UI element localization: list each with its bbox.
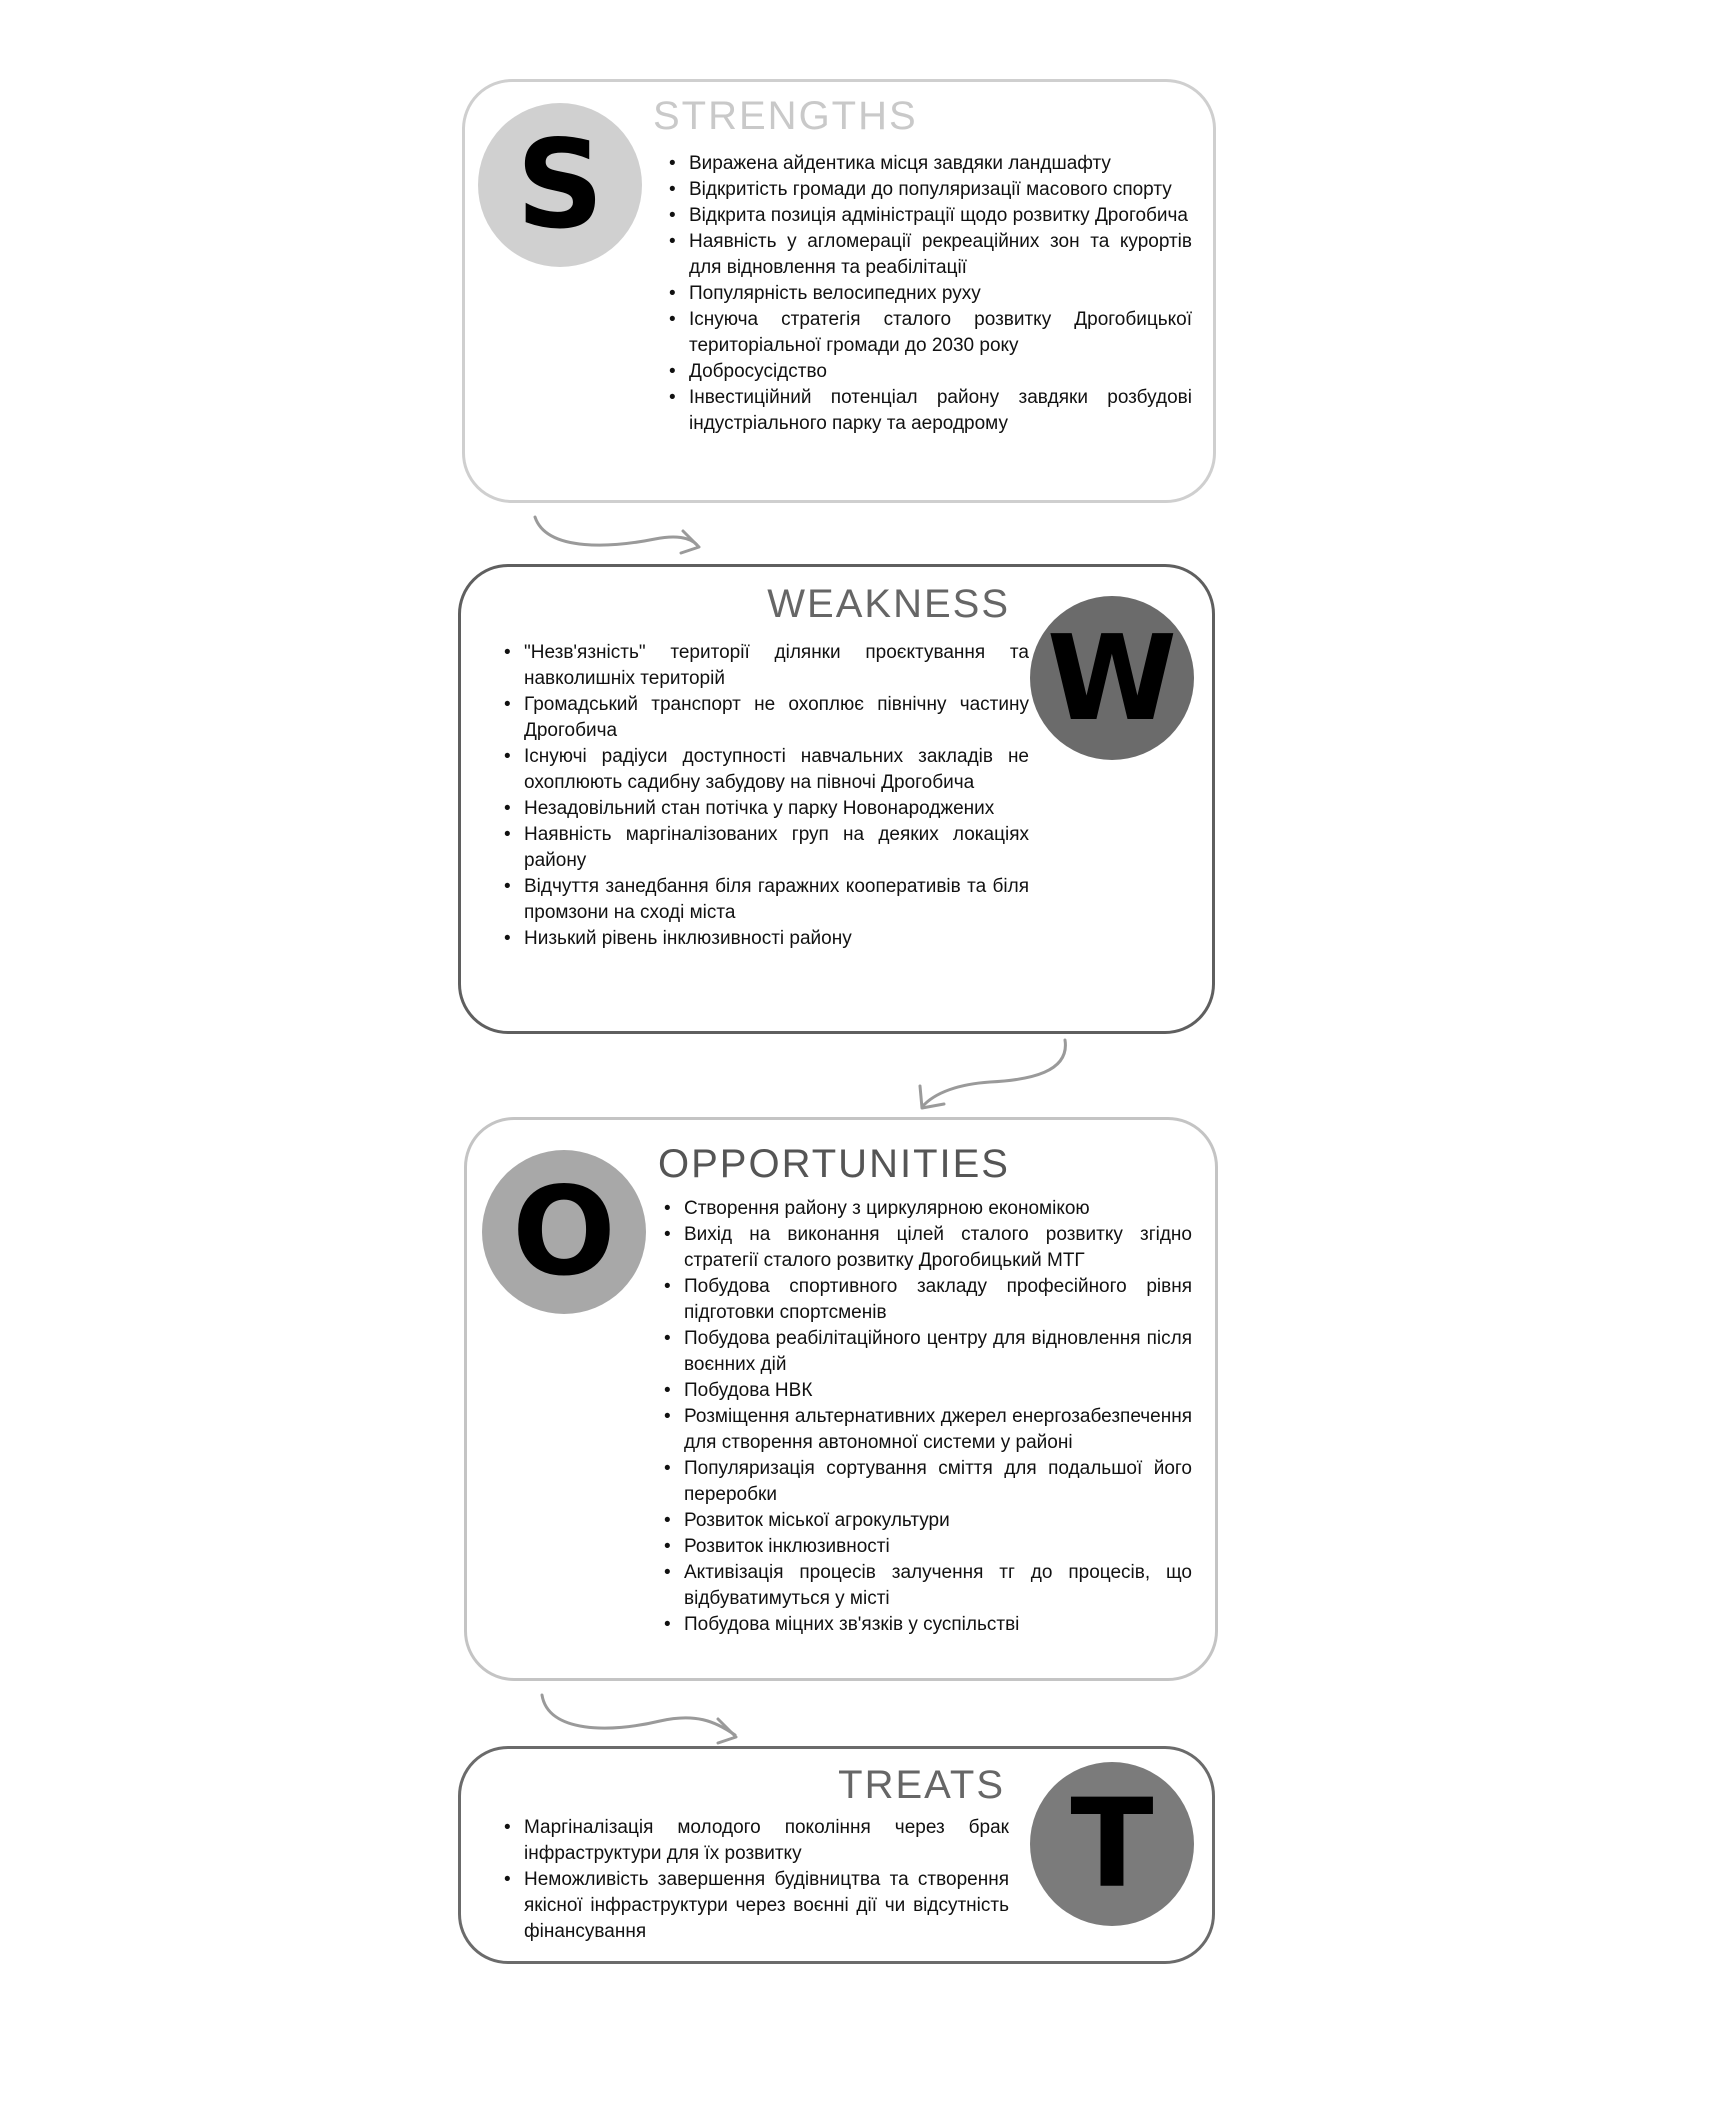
opportunities-item: • Побудова реабілітаційного центру для відновлення після воєнних дій	[662, 1326, 1192, 1378]
opportunities-item: • Розміщення альтернативних джерел енергозабезпечення для створення автономної системи у районі	[662, 1404, 1192, 1456]
opportunities-item: • Створення району з циркулярною економікою	[662, 1196, 1192, 1222]
opportunities-letter-circle: O	[482, 1150, 646, 1314]
opportunities-item: • Вихід на виконання цілей сталого розвитку згідно стратегії сталого розвитку Дрогобицький МТГ	[662, 1222, 1192, 1274]
strengths-item: • Добросусідство	[667, 359, 1192, 385]
weakness-item: • Існуючі радіуси доступності навчальних закладів не охоплюють садибну забудову на півночі Дрогобича	[502, 744, 1029, 796]
treats-item: • Маргіналізація молодого покоління через брак інфраструктури для їх розвитку	[502, 1815, 1009, 1867]
opportunities-title: OPPORTUNITIES	[658, 1142, 1010, 1186]
opportunities-item: • Популяризація сортування сміття для подальшої його переробки	[662, 1456, 1192, 1508]
strengths-item: • Існуюча стратегія сталого розвитку Дрогобицької територіальної громади до 2030 року	[667, 307, 1192, 359]
treats-title: TREATS	[838, 1763, 1005, 1807]
strengths-item: • Популярність велосипедних руху	[667, 281, 1192, 307]
strengths-letter-circle: S	[478, 103, 642, 267]
strengths-title: STRENGTHS	[653, 94, 918, 138]
weakness-letter-circle: W	[1030, 596, 1194, 760]
opportunities-list	[662, 1196, 1192, 1638]
strengths-item: • Інвестиційний потенціал району завдяки розбудові індустріального парку та аеродрому	[667, 385, 1192, 437]
connector-arrow-o-to-t	[530, 1683, 750, 1753]
strengths-item: • Відкритість громади до популяризації масового спорту	[667, 177, 1192, 203]
opportunities-item: • Побудова міцних зв'язків у суспільстві	[662, 1612, 1192, 1638]
connector-arrow-s-to-w	[525, 505, 725, 565]
strengths-item: • Виражена айдентика місця завдяки ландшафту	[667, 151, 1192, 177]
opportunities-item: • Побудова спортивного закладу професійного рівня підготовки спортсменів	[662, 1274, 1192, 1326]
weakness-item: • Наявність маргіналізованих груп на деяких локаціях району	[502, 822, 1029, 874]
opportunities-item: • Розвиток міської агрокультури	[662, 1508, 1192, 1534]
strengths-item: • Наявність у агломерації рекреаційних зон та курортів для відновлення та реабілітації	[667, 229, 1192, 281]
weakness-item: • Громадський транспорт не охоплює північну частину Дрогобича	[502, 692, 1029, 744]
opportunities-item: • Побудова НВК	[662, 1378, 1192, 1404]
weakness-item: • Низький рівень інклюзивності району	[502, 926, 1029, 952]
connector-arrow-w-to-o	[910, 1032, 1080, 1112]
treats-letter-circle: T	[1030, 1762, 1194, 1926]
weakness-list	[502, 640, 1029, 952]
treats-list	[502, 1815, 1009, 1945]
weakness-title: WEAKNESS	[767, 582, 1010, 626]
strengths-item: • Відкрита позиція адміністрації щодо розвитку Дрогобича	[667, 203, 1192, 229]
weakness-item: • Відчуття занедбання біля гаражних кооперативів та біля промзони на сході міста	[502, 874, 1029, 926]
weakness-item: • "Незв'язність" території ділянки проєктування та навколишніх територій	[502, 640, 1029, 692]
opportunities-item: • Розвиток інклюзивності	[662, 1534, 1192, 1560]
strengths-list	[667, 151, 1192, 437]
opportunities-item: • Активізація процесів залучення тг до процесів, що відбуватимуться у місті	[662, 1560, 1192, 1612]
weakness-item: • Незадовільний стан потічка у парку Новонароджених	[502, 796, 1029, 822]
treats-item: • Неможливість завершення будівництва та створення якісної інфраструктури через воєнні дії чи відсутність фінансування	[502, 1867, 1009, 1945]
